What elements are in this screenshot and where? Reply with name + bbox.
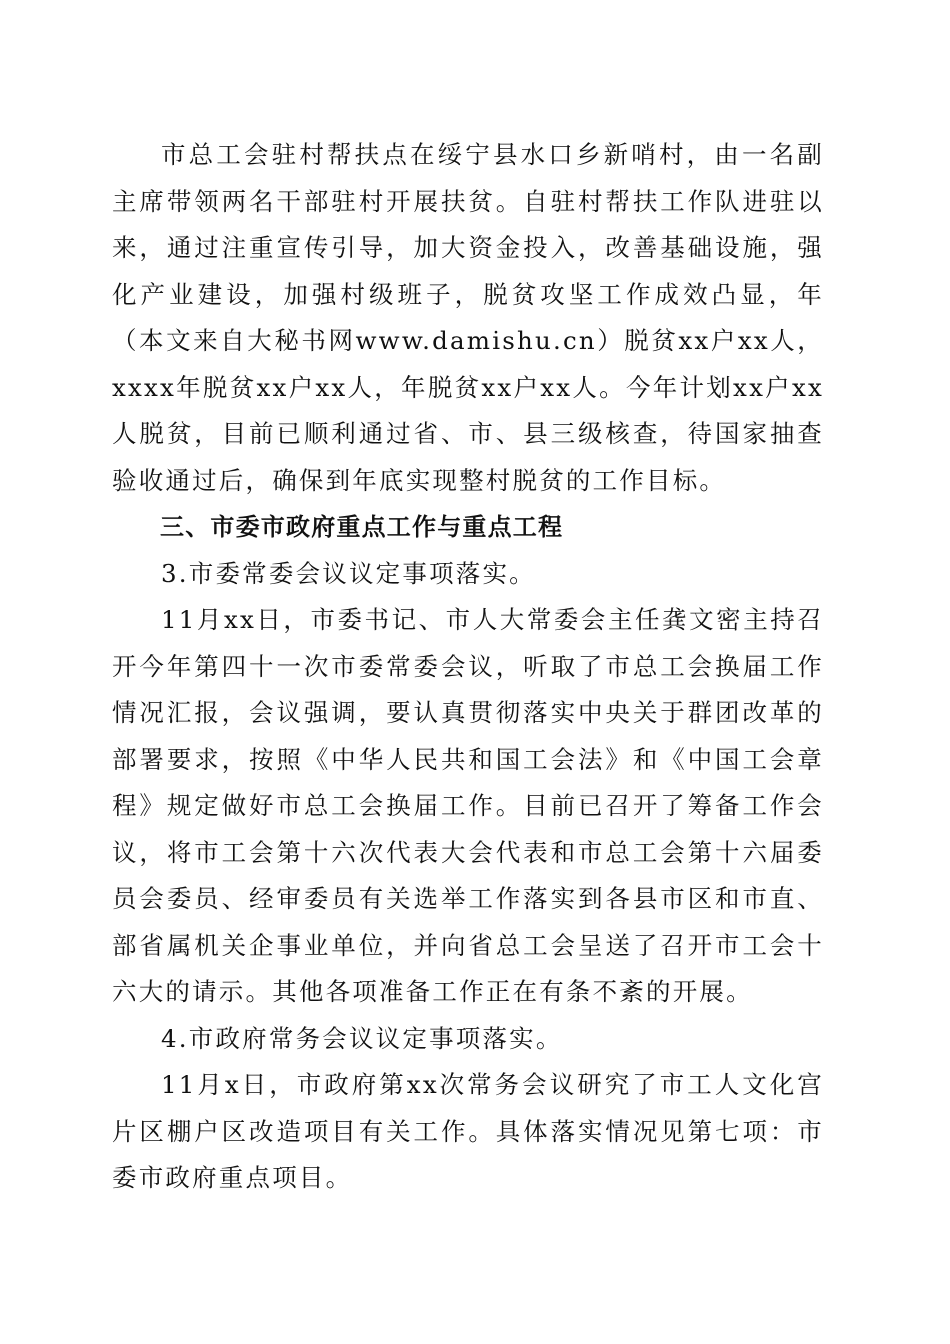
section-heading: 三、市委市政府重点工作与重点工程 xyxy=(160,513,564,541)
subheading-3: 3.市委常委会议议定事项落实。 xyxy=(161,558,536,588)
paragraph-standing-committee: 11月xx日，市委书记、市人大常委会主任龚文密主持召开今年第四十一次市委常委会议，听取了市总工会换届工作情况汇报，会议强调，要认真贯彻落实中央关于群团改革的部署要求，按照《中华人民共和国工会法》和《中国工会章程》规定做好市总工会换届工作。目前已召开了筹备工作会议，将市工会第十六次代表大会代表和市总工会第十六届委员会委员、经审委员有关选举工作落实到各县市区和市直、部省属机关企事业单位，并向省总工会呈送了召开市工会十六大的请示。其他各项准备工作正在有条不紊的开展。 xyxy=(112,605,824,1006)
paragraph-poverty-alleviation: 市总工会驻村帮扶点在绥宁县水口乡新哨村，由一名副主席带领两名干部驻村开展扶贫。自驻村帮扶工作队进驻以来，通过注重宣传引导，加大资金投入，改善基础设施，强化产业建设，加强村级班子，脱贫攻坚工作成效凸显，年（本文来自大秘书网www.damishu.cn）脱贫xx户xx人，xxxx年脱贫xx户xx人，年脱贫xx户xx人。今年计划xx户xx人脱贫，目前已顺利通过省、市、县三级核查，待国家抽查验收通过后，确保到年底实现整村脱贫的工作目标。 xyxy=(112,140,824,495)
subheading-4: 4.市政府常务会议议定事项落实。 xyxy=(161,1023,563,1053)
document-body xyxy=(112,132,824,1202)
paragraph-executive-meeting: 11月x日，市政府第xx次常务会议研究了市工人文化宫片区棚户区改造项目有关工作。具体落实情况见第七项：市委市政府重点项目。 xyxy=(112,1070,824,1192)
